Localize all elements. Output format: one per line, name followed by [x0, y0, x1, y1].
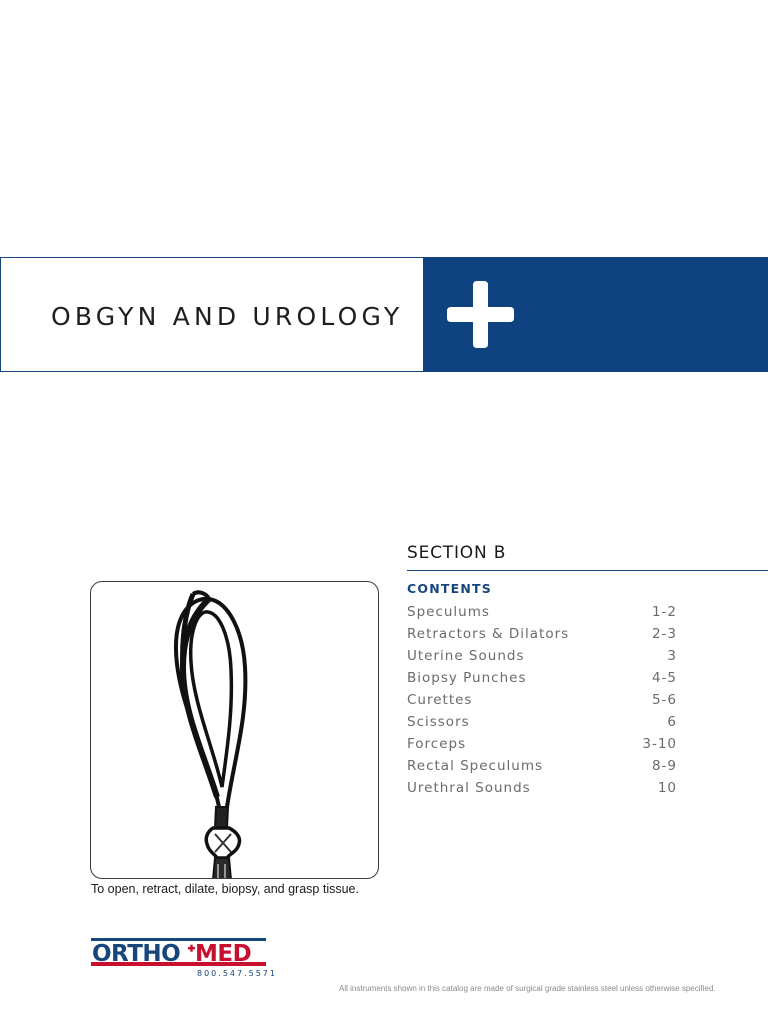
contents-item[interactable] — [407, 733, 677, 755]
footer-note: All instruments shown in this catalog are made of surgical grade stainless steel unless otherwise specified. — [339, 984, 716, 993]
orthomed-logo — [91, 938, 277, 982]
contents-item-label: Rectal Speculums — [407, 758, 544, 774]
section-title: SECTION B — [407, 543, 507, 563]
contents-item[interactable] — [407, 777, 677, 799]
contents-item[interactable] — [407, 711, 677, 733]
section-divider — [407, 570, 768, 571]
header-accent-panel — [423, 257, 768, 372]
plus-icon — [447, 281, 514, 348]
contents-item-label: Speculums — [407, 604, 490, 620]
contents-item[interactable] — [407, 623, 677, 645]
page-title: OBGYN AND UROLOGY — [51, 302, 404, 331]
contents-item[interactable] — [407, 645, 677, 667]
contents-item-label: Uterine Sounds — [407, 648, 525, 664]
header-title-box — [0, 257, 423, 372]
contents-item[interactable] — [407, 689, 677, 711]
contents-item[interactable] — [407, 601, 677, 623]
contents-item-pages: 10 — [657, 780, 677, 796]
contents-item-pages: 2-3 — [651, 626, 677, 642]
svg-text:MED: MED — [195, 941, 252, 967]
contents-item-label: Scissors — [407, 714, 470, 730]
orthomed-logo-wordmark — [91, 938, 266, 968]
instrument-image-frame — [90, 581, 379, 879]
contents-item[interactable] — [407, 755, 677, 777]
contents-list — [407, 601, 677, 799]
contents-item-pages: 3 — [667, 648, 677, 664]
contents-item-pages: 6 — [667, 714, 677, 730]
contents-item-label: Biopsy Punches — [407, 670, 527, 686]
contents-item-pages: 4-5 — [651, 670, 677, 686]
contents-item-pages: 5-6 — [651, 692, 677, 708]
figure-caption: To open, retract, dilate, biopsy, and grasp tissue. — [91, 882, 359, 896]
contents-item-label: Curettes — [407, 692, 473, 708]
contents-item-pages: 1-2 — [651, 604, 677, 620]
contents-heading: CONTENTS — [407, 581, 492, 596]
contents-item[interactable] — [407, 667, 677, 689]
contents-item-pages: 3-10 — [642, 736, 677, 752]
contents-item-label: Retractors & Dilators — [407, 626, 570, 642]
contents-item-label: Urethral Sounds — [407, 780, 531, 796]
phone-number: 800.547.5571 — [197, 969, 277, 978]
contents-item-pages: 8-9 — [651, 758, 677, 774]
svg-text:ORTHO: ORTHO — [92, 941, 181, 967]
obstetrical-forceps-illustration — [91, 582, 379, 879]
contents-item-label: Forceps — [407, 736, 467, 752]
section-header-band — [0, 257, 768, 372]
